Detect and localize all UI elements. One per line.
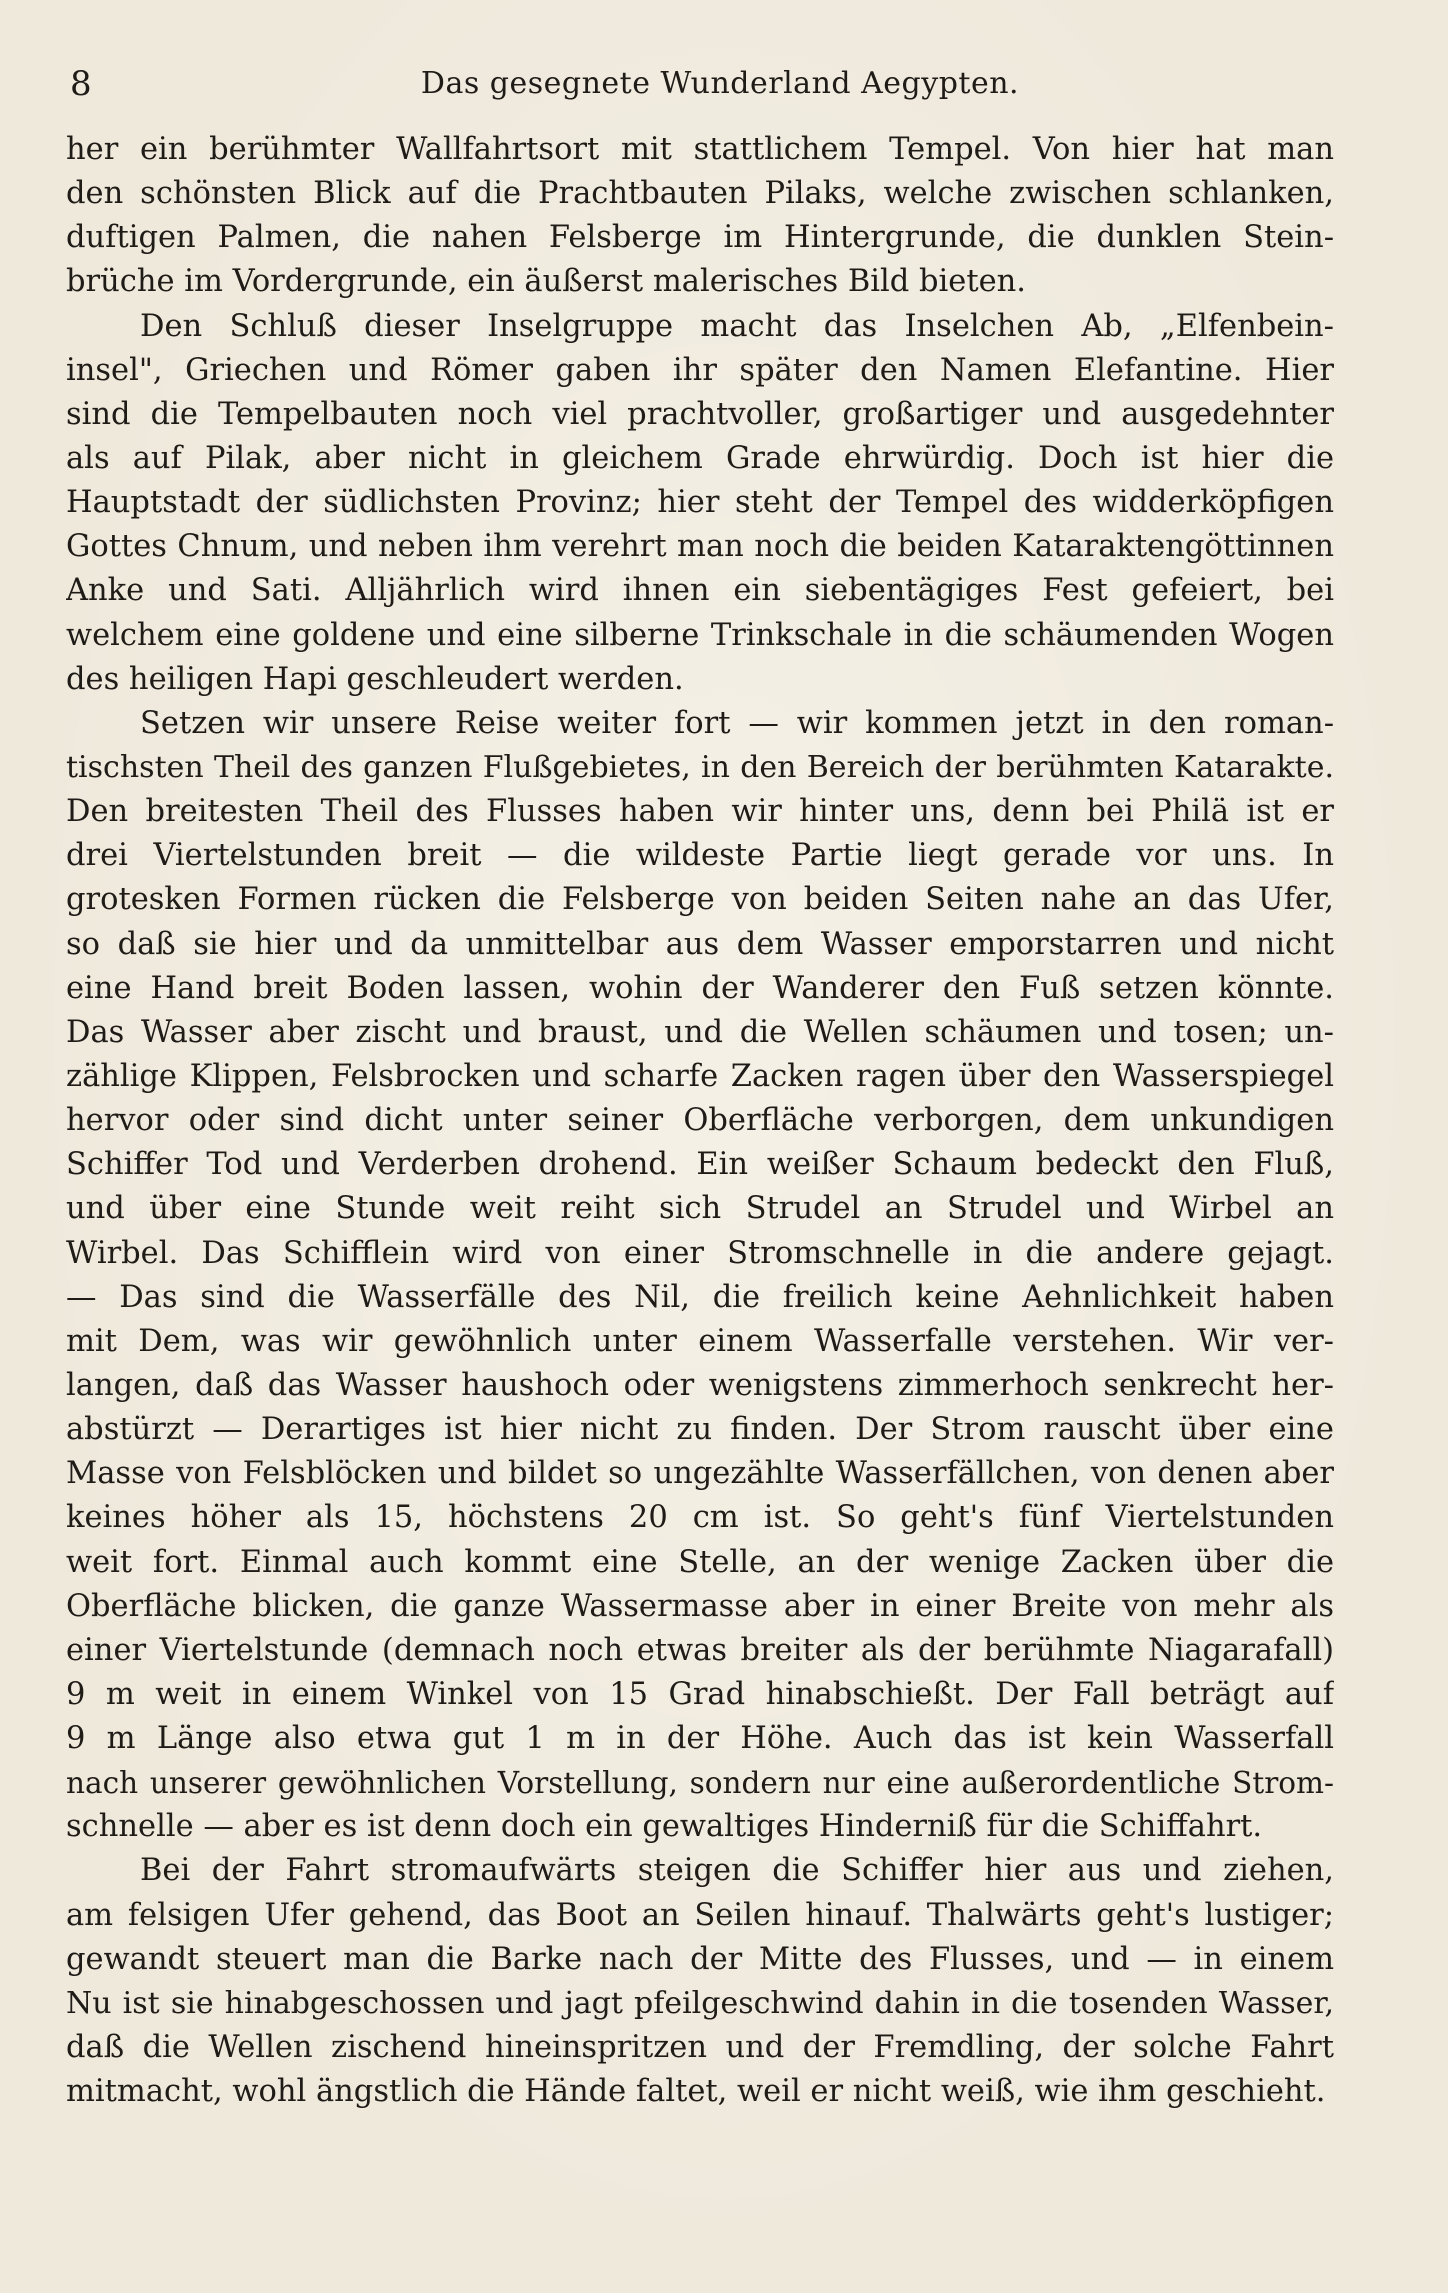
text-line: mit Dem, was wir gewöhnlich unter einem Wasserfalle verstehen. Wir ver-: [66, 1323, 1334, 1359]
text-line: Hauptstadt der südlichsten Provinz; hier steht der Tempel des widderköpfigen: [66, 485, 1334, 521]
text-line: tischsten Theil des ganzen Flußgebietes, in den Bereich der berühmten Katarakte.: [66, 749, 1334, 785]
body-text: [66, 128, 1334, 2114]
text-line: drei Viertelstunden breit — die wildeste Partie liegt gerade vor uns. In: [66, 838, 1334, 874]
text-line: Gottes Chnum, und neben ihm verehrt man noch die beiden Kataraktengöttinnen: [66, 529, 1334, 565]
text-line: duftigen Palmen, die nahen Felsberge im Hintergrunde, die dunklen Stein-: [66, 220, 1334, 256]
text-line: — Das sind die Wasserfälle des Nil, die freilich keine Aehnlichkeit haben: [66, 1279, 1334, 1315]
text-line: so daß sie hier und da unmittelbar aus dem Wasser emporstarren und nicht: [66, 926, 1334, 962]
text-line: nach unserer gewöhnlichen Vorstellung, sondern nur eine außerordentliche Strom-: [66, 1766, 1334, 1801]
text-line: Das Wasser aber zischt und braust, und die Wellen schäumen und tosen; un-: [66, 1014, 1334, 1050]
text-line: Schiffer Tod und Verderben drohend. Ein weißer Schaum bedeckt den Fluß,: [66, 1147, 1334, 1183]
text-line: hervor oder sind dicht unter seiner Oberfläche verborgen, dem unkundigen: [66, 1103, 1334, 1139]
text-line: schnelle — aber es ist denn doch ein gewaltiges Hinderniß für die Schiffahrt.: [66, 1809, 1263, 1845]
text-line: Wirbel. Das Schifflein wird von einer Stromschnelle in die andere gejagt.: [66, 1235, 1334, 1271]
text-line: des heiligen Hapi geschleudert werden.: [66, 661, 684, 697]
text-line: Anke und Sati. Alljährlich wird ihnen ein siebentägiges Fest gefeiert, bei: [66, 573, 1334, 609]
text-line: sind die Tempelbauten noch viel prachtvoller, großartiger und ausgedehnter: [66, 396, 1334, 432]
text-line: langen, daß das Wasser haushoch oder wenigstens zimmerhoch senkrecht her-: [66, 1367, 1334, 1403]
text-line: her ein berühmter Wallfahrtsort mit stattlichem Tempel. Von hier hat man: [66, 132, 1334, 167]
text-line: als auf Pilak, aber nicht in gleichem Grade ehrwürdig. Doch ist hier die: [66, 440, 1334, 476]
page-header: [70, 62, 1370, 106]
text-line: daß die Wellen zischend hineinspritzen und der Fremdling, der solche Fahrt: [66, 2030, 1334, 2066]
text-line: Masse von Felsblöcken und bildet so ungezählte Wasserfällchen, von denen aber: [66, 1456, 1334, 1492]
text-line: am felsigen Ufer gehend, das Boot an Seilen hinauf. Thalwärts geht's lustiger;: [66, 1897, 1334, 1933]
text-line: 9 m weit in einem Winkel von 15 Grad hinabschießt. Der Fall beträgt auf: [66, 1676, 1334, 1712]
text-line: eine Hand breit Boden lassen, wohin der Wanderer den Fuß setzen könnte.: [66, 970, 1334, 1006]
text-line: keines höher als 15, höchstens 20 cm ist. So geht's fünf Viertelstunden: [66, 1500, 1334, 1536]
page-number: 8: [70, 64, 92, 104]
text-line: einer Viertelstunde (demnach noch etwas breiter als der berühmte Niagarafall): [66, 1632, 1334, 1668]
text-line: zählige Klippen, Felsbrocken und scharfe Zacken ragen über den Wasserspiegel: [66, 1058, 1334, 1094]
text-line: Den Schluß dieser Inselgruppe macht das Inselchen Ab, „Elfenbein-: [140, 308, 1334, 344]
text-line: Bei der Fahrt stromaufwärts steigen die Schiffer hier aus und ziehen,: [140, 1853, 1334, 1889]
text-line: Oberfläche blicken, die ganze Wassermasse aber in einer Breite von mehr als: [66, 1588, 1334, 1624]
text-line: mitmacht, wohl ängstlich die Hände faltet, weil er nicht weiß, wie ihm geschieht.: [66, 2074, 1326, 2110]
text-line: gewandt steuert man die Barke nach der Mitte des Flusses, und — in einem: [66, 1941, 1334, 1977]
text-line: den schönsten Blick auf die Prachtbauten Pilaks, welche zwischen schlanken,: [66, 176, 1334, 212]
text-line: grotesken Formen rücken die Felsberge von beiden Seiten nahe an das Ufer,: [66, 882, 1334, 918]
text-line: 9 m Länge also etwa gut 1 m in der Höhe. Auch das ist kein Wasserfall: [66, 1721, 1334, 1757]
text-line: abstürzt — Derartiges ist hier nicht zu finden. Der Strom rauscht über eine: [66, 1412, 1334, 1448]
text-line: und über eine Stunde weit reiht sich Strudel an Strudel und Wirbel an: [66, 1191, 1334, 1227]
text-line: Den breitesten Theil des Flusses haben wir hinter uns, denn bei Philä ist er: [66, 794, 1334, 830]
text-line: Nu ist sie hinabgeschossen und jagt pfeilgeschwind dahin in die tosenden Wasser,: [66, 1985, 1334, 2021]
text-line: weit fort. Einmal auch kommt eine Stelle, an der wenige Zacken über die: [66, 1544, 1334, 1580]
running-title: Das gesegnete Wunderland Aegypten.: [420, 66, 1020, 101]
text-line: brüche im Vordergrunde, ein äußerst malerisches Bild bieten.: [66, 264, 1026, 300]
text-line: Setzen wir unsere Reise weiter fort — wir kommen jetzt in den roman-: [140, 705, 1334, 741]
text-line: insel", Griechen und Römer gaben ihr später den Namen Elefantine. Hier: [66, 352, 1334, 388]
text-line: welchem eine goldene und eine silberne Trinkschale in die schäumenden Wogen: [66, 617, 1334, 653]
